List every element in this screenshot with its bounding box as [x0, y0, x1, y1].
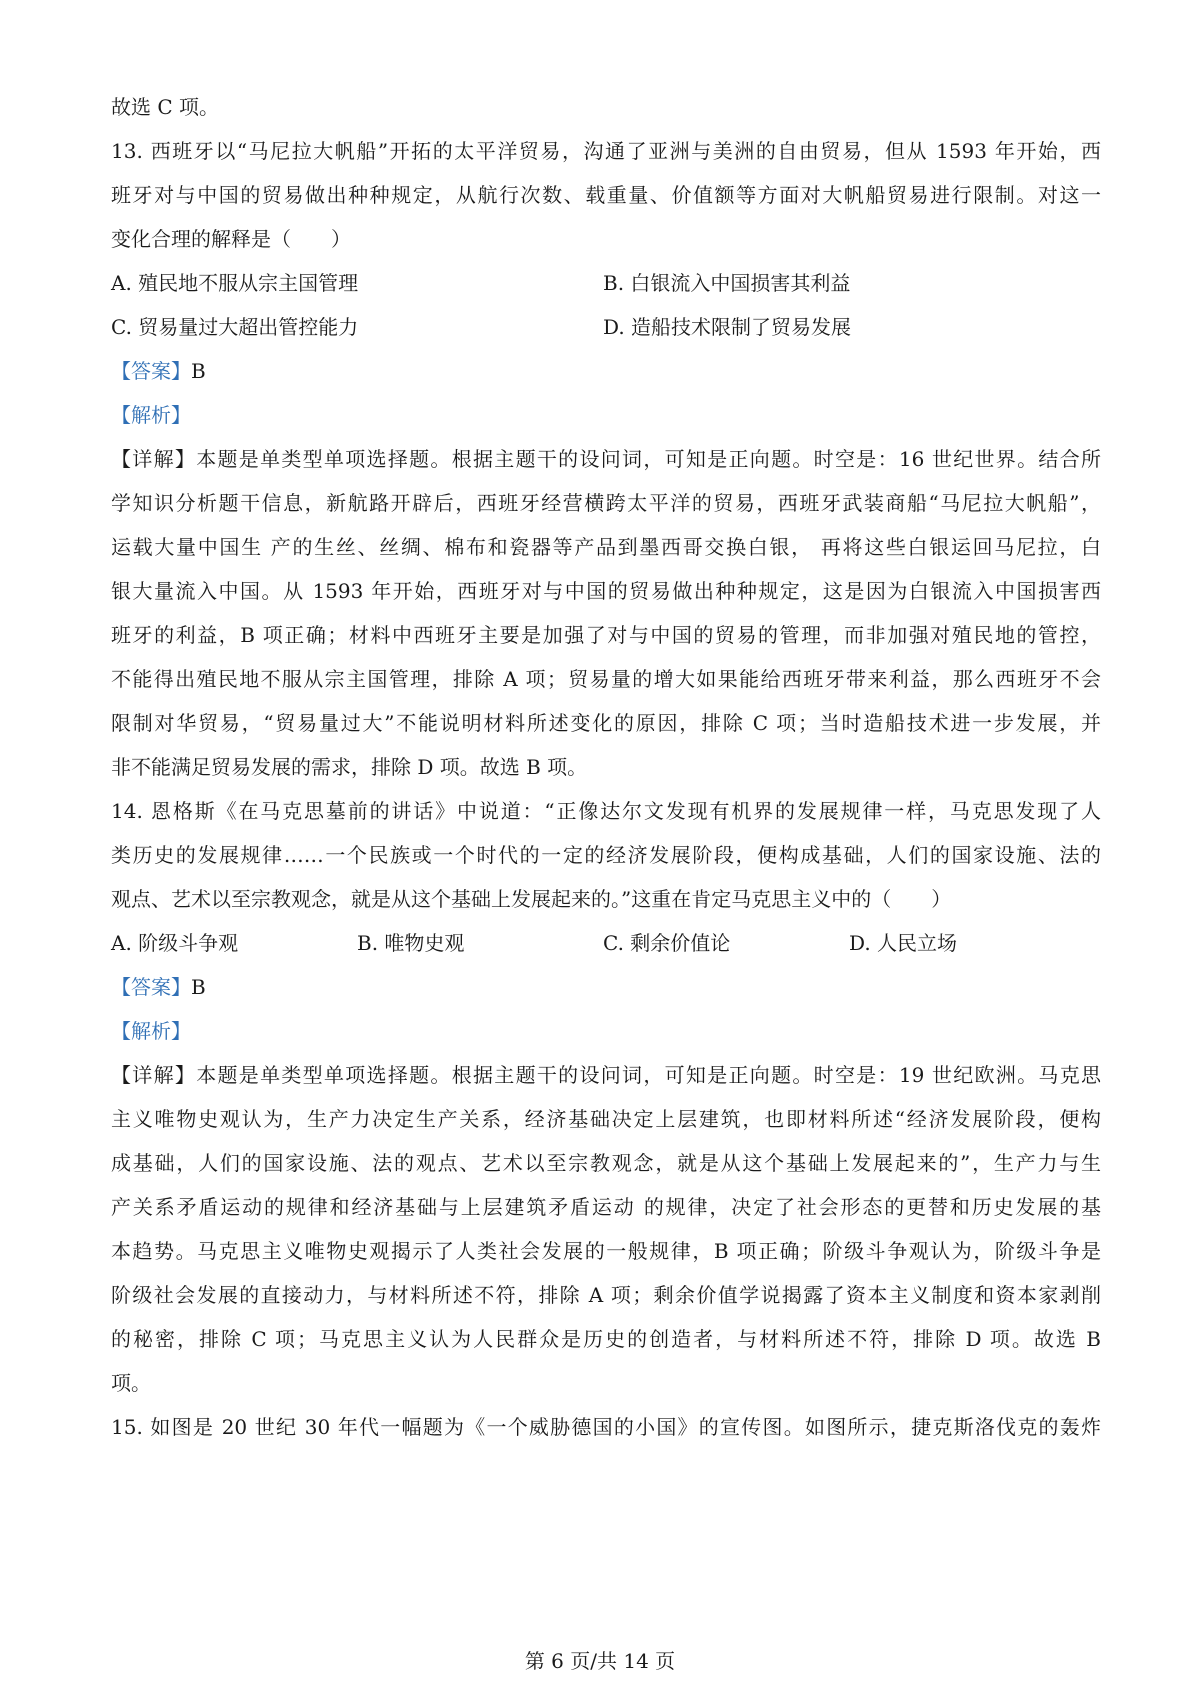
q14-detail-line-3: 成基础，人们的国家设施、法的观点、艺术以至宗教观念，就是从这个基础上发展起来的”，生产力与生	[111, 1151, 1101, 1175]
q14-option-a: A. 阶级斗争观	[111, 931, 239, 955]
q14-detail-line-7: 的秘密，排除 C 项；马克思主义认为人民群众是历史的创造者，与材料所述不符，排除 D 项。故选 B	[111, 1327, 1101, 1351]
q13-stem-line-1: 13. 西班牙以“马尼拉大帆船”开拓的太平洋贸易，沟通了亚洲与美洲的自由贸易，但从 1593 年开始，西	[111, 139, 1101, 163]
q13-detail-line-6: 不能得出殖民地不服从宗主国管理，排除 A 项；贸易量的增大如果能给西班牙带来利益，那么西班牙不会	[111, 667, 1101, 691]
q14-detail-line-5: 本趋势。马克思主义唯物史观揭示了人类社会发展的一般规律，B 项正确；阶级斗争观认为，阶级斗争是	[111, 1239, 1101, 1263]
q14-option-d: D. 人民立场	[849, 931, 958, 955]
answer-tag: 【答案】	[111, 975, 191, 999]
q14-stem-line-2: 类历史的发展规律……一个民族或一个时代的一定的经济发展阶段，便构成基础，人们的国家设施、法的	[111, 843, 1101, 867]
q13-detail-line-7: 限制对华贸易，“贸易量过大”不能说明材料所述变化的原因，排除 C 项；当时造船技术进一步发展，并	[111, 711, 1101, 735]
q13-option-b: B. 白银流入中国损害其利益	[603, 271, 851, 295]
q13-detail-line-3: 运载大量中国生 产的生丝、丝绸、棉布和瓷器等产品到墨西哥交换白银， 再将这些白银运回马尼拉，白	[111, 535, 1101, 559]
q13-stem-line-2: 班牙对与中国的贸易做出种种规定，从航行次数、载重量、价值额等方面对大帆船贸易进行限制。对这一	[111, 183, 1101, 207]
q13-option-c: C. 贸易量过大超出管控能力	[111, 315, 359, 339]
q14-detail-line-1	[111, 1061, 1101, 1089]
q13-analysis-tag: 【解析】	[111, 403, 191, 427]
q13-option-d: D. 造船技术限制了贸易发展	[603, 315, 852, 339]
q13-stem-line-3: 变化合理的解释是（ ）	[111, 227, 351, 251]
page-footer: 第 6 页/共 14 页	[524, 1649, 676, 1673]
q13-detail-text-1: 本题是单类型单项选择题。根据主题干的设问词，可知是正向题。时空是：16 世纪世界。结合所	[196, 447, 1102, 471]
q13-detail-line-2: 学知识分析题干信息，新航路开辟后，西班牙经营横跨太平洋的贸易，西班牙武装商船“马尼拉大帆船”，	[111, 491, 1101, 515]
q13-answer-value: B	[191, 359, 206, 383]
q14-detail-line-2: 主义唯物史观认为，生产力决定生产关系，经济基础决定上层建筑，也即材料所述“经济发展阶段，便构	[111, 1107, 1101, 1131]
q14-detail-line-6: 阶级社会发展的直接动力，与材料所述不符，排除 A 项；剩余价值学说揭露了资本主义制度和资本家剥削	[111, 1283, 1101, 1307]
previous-answer-tail: 故选 C 项。	[111, 95, 220, 119]
q14-analysis-tag: 【解析】	[111, 1019, 191, 1043]
answer-tag: 【答案】	[111, 359, 191, 383]
q13-answer	[111, 357, 206, 385]
q15-stem-line-1: 15. 如图是 20 世纪 30 年代一幅题为《一个威胁德国的小国》的宣传图。如图所示，捷克斯洛伐克的轰炸	[111, 1415, 1101, 1439]
q14-stem-line-1: 14. 恩格斯《在马克思墓前的讲话》中说道：“正像达尔文发现有机界的发展规律一样，马克思发现了人	[111, 799, 1101, 823]
q13-detail-line-4: 银大量流入中国。从 1593 年开始，西班牙对与中国的贸易做出种种规定，这是因为白银流入中国损害西	[111, 579, 1101, 603]
q13-detail-line-8: 非不能满足贸易发展的需求，排除 D 项。故选 B 项。	[111, 755, 588, 779]
q14-answer-value: B	[191, 975, 206, 999]
q14-option-c: C. 剩余价值论	[603, 931, 731, 955]
q14-option-b: B. 唯物史观	[357, 931, 465, 955]
q13-detail-line-5: 班牙的利益，B 项正确；材料中西班牙主要是加强了对与中国的贸易的管理，而非加强对殖民地的管控，	[111, 623, 1101, 647]
detail-tag: 【详解】	[111, 447, 197, 471]
q13-detail-line-1	[111, 445, 1101, 473]
q14-detail-text-1: 本题是单类型单项选择题。根据主题干的设问词，可知是正向题。时空是：19 世纪欧洲。马克思	[196, 1063, 1102, 1087]
q14-detail-line-4: 产关系矛盾运动的规律和经济基础与上层建筑矛盾运动 的规律，决定了社会形态的更替和历史发展的基	[111, 1195, 1101, 1219]
q14-stem-line-3: 观点、艺术以至宗教观念，就是从这个基础上发展起来的。”这重在肯定马克思主义中的（ ）	[111, 887, 952, 911]
q13-option-a: A. 殖民地不服从宗主国管理	[111, 271, 359, 295]
q14-answer	[111, 973, 206, 1001]
q14-detail-line-8: 项。	[111, 1371, 151, 1395]
detail-tag: 【详解】	[111, 1063, 197, 1087]
